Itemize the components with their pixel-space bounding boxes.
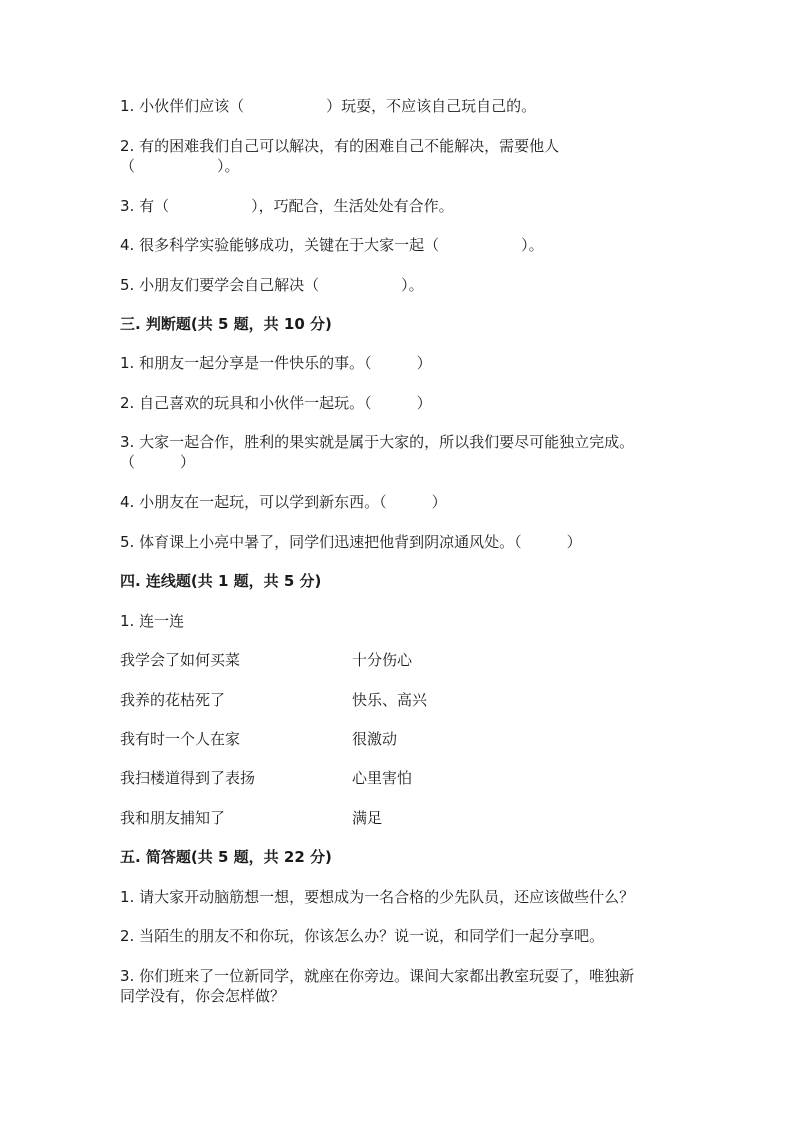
judgment-item-2: 2. 自己喜欢的玩具和小伙伴一起玩。（ ）: [120, 394, 432, 412]
fill-blank-1: 1. 小伙伴们应该（ ）玩耍，不应该自己玩自己的。: [120, 97, 537, 115]
matching-right-item[interactable]: 快乐、高兴: [352, 691, 428, 709]
fill-blank-4: 4. 很多科学实验能够成功，关键在于大家一起（ ）。: [120, 236, 544, 254]
matching-left-item[interactable]: 我和朋友捕知了: [120, 809, 226, 827]
section-heading-matching: 四. 连线题(共 1 题，共 5 分): [120, 572, 322, 590]
judgment-item-3-line2: （ ）: [120, 453, 196, 471]
section-heading-judgment: 三. 判断题(共 5 题，共 10 分): [120, 315, 332, 333]
matching-right-item[interactable]: 心里害怕: [352, 769, 413, 787]
matching-row: [120, 729, 397, 749]
judgment-item-1: 1. 和朋友一起分享是一件快乐的事。（ ）: [120, 354, 432, 372]
matching-right-item[interactable]: 满足: [352, 809, 383, 827]
matching-right-item[interactable]: 十分伤心: [352, 651, 413, 669]
short-answer-question-3-line2: 同学没有，你会怎样做？: [120, 987, 286, 1005]
fill-blank-2-line2: （ ）。: [120, 157, 240, 175]
judgment-item-4: 4. 小朋友在一起玩，可以学到新东西。（ ）: [120, 493, 447, 511]
matching-left-item[interactable]: 我养的花枯死了: [120, 691, 226, 709]
matching-row: [120, 808, 382, 828]
short-answer-question-3: 3. 你们班来了一位新同学，就座在你旁边。课间大家都出教室玩耍了，唯独新: [120, 967, 635, 985]
fill-blank-3: 3. 有（ ），巧配合，生活处处有合作。: [120, 197, 454, 215]
fill-blank-2: 2. 有的困难我们自己可以解决，有的困难自己不能解决，需要他人: [120, 137, 560, 155]
matching-row: [120, 690, 427, 710]
matching-left-item[interactable]: 我有时一个人在家: [120, 730, 241, 748]
short-answer-question-1: 1. 请大家开动脑筋想一想，要想成为一名合格的少先队员，还应该做些什么？: [120, 888, 635, 906]
short-answer-question-2: 2. 当陌生的朋友不和你玩，你该怎么办？说一说，和同学们一起分享吧。: [120, 927, 605, 945]
section-heading-short-answer: 五. 简答题(共 5 题，共 22 分): [120, 848, 332, 866]
matching-left-item[interactable]: 我学会了如何买菜: [120, 651, 241, 669]
matching-right-item[interactable]: 很激动: [352, 730, 398, 748]
matching-question: 1. 连一连: [120, 612, 185, 630]
matching-left-item[interactable]: 我扫楼道得到了表扬: [120, 769, 256, 787]
matching-row: [120, 650, 412, 670]
fill-blank-5: 5. 小朋友们要学会自己解决（ ）。: [120, 276, 424, 294]
judgment-item-3: 3. 大家一起合作，胜利的果实就是属于大家的，所以我们要尽可能独立完成。: [120, 433, 635, 451]
judgment-item-5: 5. 体育课上小亮中暑了，同学们迅速把他背到阴凉通风处。（ ）: [120, 533, 582, 551]
matching-row: [120, 768, 412, 788]
